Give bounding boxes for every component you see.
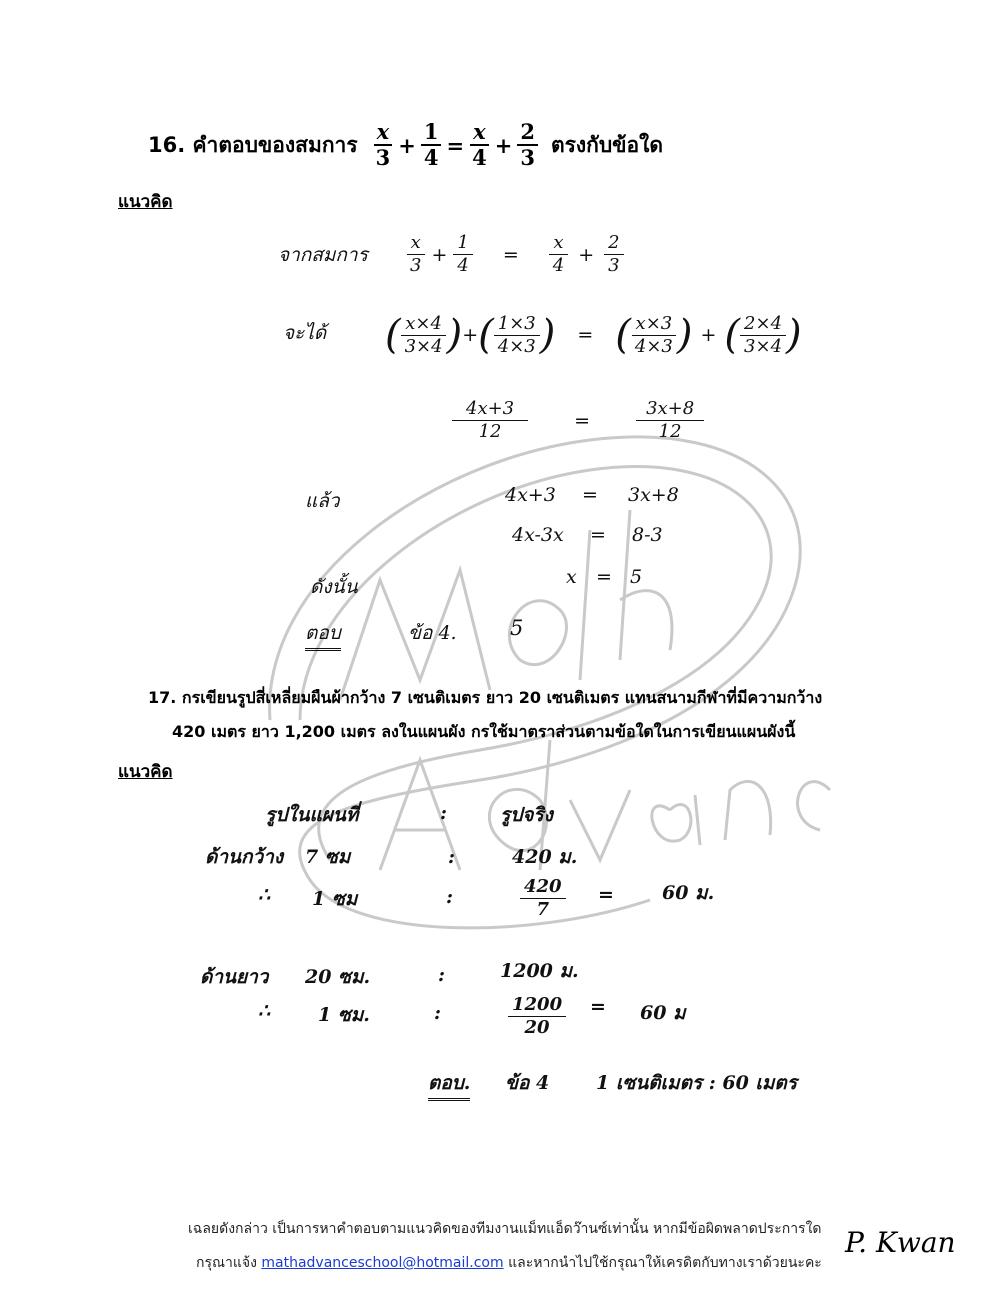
- fraction: $\frac{x}{4}$: [472, 119, 487, 170]
- equals-sign: =: [590, 524, 606, 546]
- footer-line2-prefix: กรุณาแจ้ง: [196, 1255, 257, 1271]
- question-16: 16. คำตอบของสมการ $\frac{x}{3}$ + $\frac{1}{4}$ = $\frac{x}{4}$ + $\frac{2}{3}$ ตรงกับข้อใด: [148, 119, 664, 170]
- solution-16-line3-right: 5: [630, 566, 643, 588]
- equals-sign: =: [590, 996, 606, 1018]
- length-real: 1200 ม.: [500, 960, 579, 982]
- question-16-tail: ตรงกับข้อใด: [550, 132, 664, 157]
- solution-16-line1-right: 3x+8: [628, 484, 679, 506]
- equals-sign: =: [598, 884, 614, 906]
- colon: :: [438, 964, 446, 986]
- fraction: $\frac{x}{3}$: [375, 119, 391, 170]
- fraction: $\frac{2}{3}$: [517, 120, 538, 170]
- answer-choice: ข้อ 4.: [408, 622, 457, 644]
- width-fraction: 420 7: [520, 876, 566, 921]
- question-17-line2: 420 เมตร ยาว 1,200 เมตร ลงในแผนผัง กรใช้มาตราส่วนตามข้อใดในการเขียนแผนผังนี้: [172, 722, 796, 741]
- answer-value: 1 เซนติเมตร : 60 เมตร: [596, 1072, 797, 1094]
- footer-line1: เฉลยดังกล่าว เป็นการหาคำตอบตามแนวคิดของทีมงานแม็ทแอ็ดว๊านซ์เท่านั้น หากมีข้อผิดพลาดประการใด: [188, 1221, 822, 1237]
- width-map: 7 ซม: [305, 846, 351, 868]
- solution-16-from: จากสมการ x 3 + $\frac{1}{4}$ = $\frac{x}{4}$ + $\frac{2}{3}$: [278, 232, 624, 277]
- answer-label: ตอบ: [305, 618, 341, 651]
- length-fraction: 1200 20: [508, 994, 566, 1039]
- solution-16-line2-left: 4x-3x: [512, 524, 564, 546]
- answer-choice: ข้อ 4: [505, 1072, 550, 1094]
- colon: :: [448, 846, 456, 868]
- solution-16-combined: $\frac{4x+3}{12}$ = $\frac{3x+8}{12}$: [452, 398, 704, 443]
- width-label: ด้านกว้าง: [205, 846, 284, 868]
- footer-line2-suffix: และหากนำไปใช้กรุณาให้เครดิตกับทางเราด้วยนะคะ: [508, 1255, 822, 1271]
- therefore-sign: ∴: [258, 1000, 271, 1022]
- solution-16-then-label: แล้ว: [305, 490, 340, 512]
- question-17-line1: 17. กรเขียนรูปสี่เหลี่ยมผืนผ้ากว้าง 7 เซนติเมตร ยาว 20 เซนติเมตร แทนสนามกีฬาที่มีความกว้าง: [148, 688, 823, 707]
- table-head-real: รูปจริง: [500, 804, 553, 826]
- equals-sign: =: [582, 484, 598, 506]
- signature: P. Kwan: [845, 1226, 956, 1259]
- solution-16-line2-right: 8-3: [632, 524, 663, 546]
- fraction: $\frac{1}{4}$: [421, 120, 442, 170]
- footer-line2: [196, 1252, 822, 1274]
- length-map: 20 ซม.: [305, 966, 371, 988]
- solution-16-expand: ( x×4 3×4 ) + ( 1×3 4×3 ) = ( x×3 4×3 ) + ( 2×4 3×4 ): [385, 312, 802, 358]
- answer-value: 5: [510, 616, 524, 640]
- solution-16-get-label: จะได้: [283, 322, 327, 344]
- one-cm: 1 ซม: [312, 888, 358, 910]
- therefore-sign: ∴: [258, 884, 271, 906]
- section-heading: แนวคิด: [118, 192, 173, 212]
- length-result: 60 ม: [640, 1002, 686, 1024]
- equals-sign: =: [596, 566, 612, 588]
- width-result: 60 ม.: [662, 882, 715, 904]
- email-link[interactable]: mathadvanceschool@hotmail.com: [261, 1255, 504, 1271]
- width-real: 420 ม.: [512, 846, 578, 868]
- answer-label: ตอบ.: [428, 1068, 470, 1101]
- section-heading: แนวคิด: [118, 762, 173, 782]
- table-head-map: รูปในแผนที่: [265, 804, 359, 826]
- length-label: ด้านยาว: [200, 966, 269, 988]
- colon: :: [440, 802, 448, 824]
- colon: :: [446, 886, 454, 908]
- question-16-text: 16. คำตอบของสมการ: [148, 132, 358, 157]
- solution-16-so-label: ดังนั้น: [310, 576, 358, 598]
- solution-16-line1-left: 4x+3: [505, 484, 556, 506]
- one-cm: 1 ซม.: [318, 1004, 370, 1026]
- colon: :: [434, 1002, 442, 1024]
- solution-16-line3-left: x: [566, 566, 577, 588]
